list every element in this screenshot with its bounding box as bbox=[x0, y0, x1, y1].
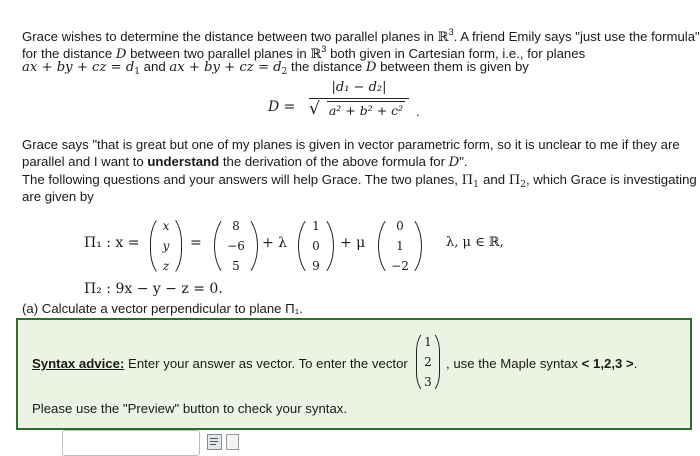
grace-text: are given by bbox=[22, 189, 94, 204]
equals-sign: = bbox=[190, 235, 202, 251]
syntax-tail-text: , use the Maple syntax bbox=[446, 356, 582, 371]
preview-icon[interactable] bbox=[207, 434, 222, 450]
intro-text: for the distance bbox=[22, 46, 116, 61]
intro-text: and bbox=[140, 59, 170, 74]
vector-cell: y bbox=[162, 239, 170, 253]
plus-lambda: + λ bbox=[262, 235, 288, 251]
document-icon[interactable] bbox=[226, 434, 239, 450]
distance-symbol: D bbox=[448, 155, 460, 170]
vector-cell: 0 bbox=[396, 219, 404, 233]
syntax-period: . bbox=[633, 356, 638, 371]
intro-text: both given in Cartesian form, i.e., for planes bbox=[326, 46, 586, 61]
syntax-advice-text: Enter your answer as vector. To enter the vector bbox=[124, 356, 408, 371]
distance-symbol: D bbox=[365, 60, 377, 75]
vector-cell: 8 bbox=[232, 219, 240, 233]
preview-note: Please use the "Preview" button to check your syntax. bbox=[32, 401, 348, 416]
grace-bold-word: understand bbox=[147, 154, 220, 169]
plane-equation-2: ax + by + cz = d bbox=[169, 60, 282, 75]
answer-input[interactable] bbox=[62, 430, 200, 456]
plus-mu: + μ bbox=[340, 235, 366, 251]
grace-line-2 bbox=[22, 153, 468, 171]
grace-text: the derivation of the above formula for bbox=[219, 154, 449, 169]
question-a bbox=[22, 300, 303, 317]
intro-text: Grace wishes to determine the distance between two parallel planes in bbox=[22, 29, 438, 44]
formula-period: . bbox=[416, 104, 420, 119]
intro-text: the distance bbox=[287, 59, 366, 74]
vector-cell: 0 bbox=[312, 239, 320, 253]
grace-text: The following questions and your answers will help Grace. The two planes, bbox=[22, 172, 462, 187]
xyz-vector bbox=[150, 214, 182, 278]
vector-cell: 1 bbox=[396, 239, 404, 253]
vector-cell: x bbox=[162, 219, 170, 233]
plane-equation-1: ax + by + cz = d bbox=[22, 60, 135, 75]
vector-cell: 3 bbox=[424, 375, 432, 389]
syntax-advice-title: Syntax advice bbox=[32, 356, 120, 371]
grace-line-3: The following questions and your answers will help Grace. The two planes, $\Pi_1$ and $\Pi_2$, which Grace is investigating bbox=[22, 172, 697, 190]
intro-line-2: for the distance D between two parallel planes in ℝ$^3$ both given in Cartesian form, i.e., for planes bbox=[22, 44, 586, 62]
vector-cell: 1 bbox=[424, 335, 432, 349]
plane1-label: Π₁ : x = bbox=[84, 235, 140, 251]
syntax-advice-line: Syntax advice: Enter your answer as vector. To enter the vector bbox=[32, 356, 408, 371]
real-space-symbol: ℝ bbox=[437, 30, 449, 45]
example-vector bbox=[416, 330, 440, 394]
formula-denominator: a² + b² + c² bbox=[328, 103, 404, 118]
parameter-domain: λ, μ ∈ ℝ, bbox=[446, 235, 504, 250]
maple-syntax-example: < 1,2,3 > bbox=[581, 356, 634, 371]
direction-vector-2 bbox=[378, 214, 422, 278]
intro-text: between them is given by bbox=[376, 59, 529, 74]
vector-cell: 1 bbox=[312, 219, 320, 233]
vector-cell: 5 bbox=[232, 259, 240, 273]
direction-vector-1 bbox=[298, 214, 334, 278]
sqrt-symbol: √ bbox=[309, 99, 320, 119]
grace-line-4 bbox=[22, 188, 94, 205]
question-text: Calculate a vector perpendicular to plane Π₁. bbox=[38, 301, 303, 316]
intro-text: between two parallel planes in bbox=[126, 46, 311, 61]
vector-cell: −2 bbox=[391, 259, 409, 273]
intro-line-3: ax + by + cz = $d_1$ and ax + by + cz = $d_2$ the distance D between them is given by bbox=[22, 59, 529, 77]
vector-cell: z bbox=[162, 259, 170, 273]
grace-text: ". bbox=[459, 154, 468, 169]
grace-line-1 bbox=[22, 136, 680, 153]
vector-cell: 2 bbox=[424, 355, 432, 369]
intro-text: . A friend Emily says "just use the formula" bbox=[453, 29, 700, 44]
vector-cell: 9 bbox=[312, 259, 320, 273]
grace-text: Grace says "that is great but one of my planes is given in vector parametric form, so it is unclear to me if they are bbox=[22, 137, 680, 152]
question-label: (a) bbox=[22, 301, 39, 316]
distance-symbol: D bbox=[115, 47, 127, 62]
plane2-equation: Π₂ : 9x − y − z = 0. bbox=[84, 281, 223, 297]
formula-numerator: |d₁ − d₂| bbox=[331, 80, 387, 95]
real-space-symbol: ℝ bbox=[310, 47, 322, 62]
formula-lhs: D = bbox=[268, 99, 296, 115]
point-vector bbox=[214, 214, 258, 278]
grace-text: and bbox=[483, 172, 509, 187]
grace-text: , which Grace is investigating bbox=[525, 172, 697, 187]
grace-text: parallel and I want to bbox=[22, 154, 148, 169]
syntax-advice-panel bbox=[16, 318, 692, 430]
intro-line-1: Grace wishes to determine the distance between two parallel planes in ℝ$^3$. A friend Emily says "just use the formula" bbox=[22, 27, 700, 45]
maple-syntax-line bbox=[446, 356, 637, 371]
vector-cell: −6 bbox=[227, 239, 245, 253]
